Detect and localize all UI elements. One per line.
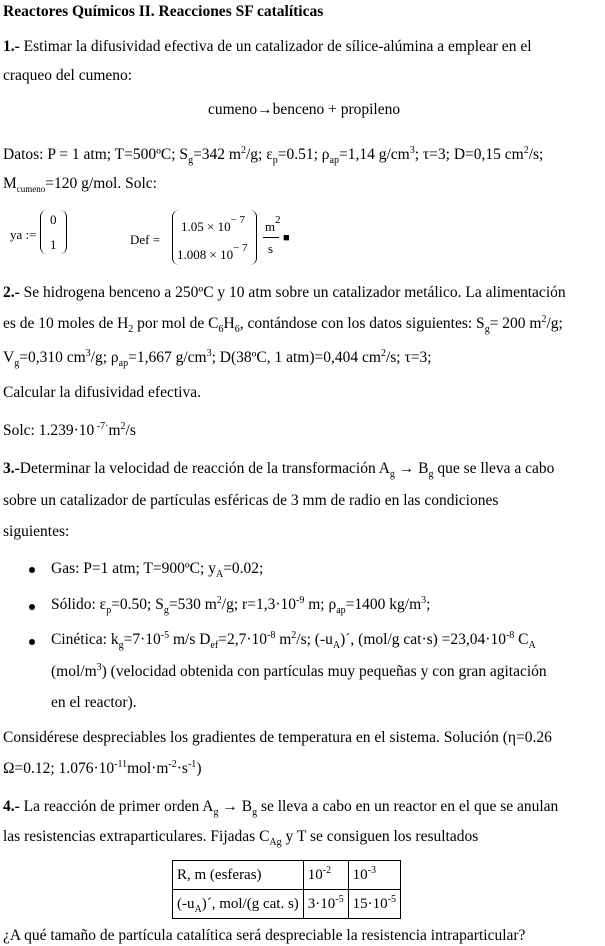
problem-2-solution: Solc: 1.239·10 $^{-7\cdot}m^2/s$	[3, 420, 136, 439]
problem-1-data: Datos: P = 1 atm; T=500ºC; $S_g=342$ $m^2/g$; $\varepsilon_p=0.51$; $\rho_{ap}=1,14$ $g/cm^3$; τ=3; D=0,15 $cm^2/s$;	[3, 144, 544, 167]
reaction-equation	[208, 102, 400, 118]
problem-4-line-2: las resistencias extraparticulares. Fijadas $C_{Ag}$ y T se consiguen los resultados	[3, 828, 479, 849]
bullet-gas: Gas: P=1 atm; T=900ºC; $y_A=0.02$;	[51, 560, 264, 581]
table-header-rate: $(-u_A)´$, mol/(g cat. s)	[173, 890, 304, 919]
problem-3-line-1: 3.-Determinar la velocidad de reacción de la transformación $A_g \to B_g$ que se lleva a cabo	[3, 460, 555, 481]
problem-1-molar-mass: $M_{cumeno}=120$ g/mol. Solc:	[3, 175, 157, 195]
def-unit-fraction-bar	[263, 237, 279, 238]
problem-2-line-2: es de 10 moles de $H_2$ por mol de $C_6H_6$, contándose con los datos siguientes: $S_g= 200$ $m^2/g$;	[3, 313, 563, 336]
bullet-icon	[29, 639, 35, 645]
reaction-arrow-icon: →	[257, 101, 273, 118]
problem-4-line-1: 4.- La reacción de primer orden $A_g \to B_g$ se lleva a cabo en un reactor en el que se anulan	[3, 798, 559, 819]
problem-2-number: 2.-	[3, 284, 20, 301]
bullet-icon	[29, 567, 35, 573]
table-cell: $10^{-2}$	[303, 861, 348, 890]
table-cell: $10^{-3}$	[348, 861, 400, 890]
table-cell: $3\cdot 10^{-5}$	[303, 890, 348, 919]
bullet-kinetics-line-1: Cinética: $k_g=7\cdot 10^{-5}$ m/s $D_{ef}=2,7\cdot 10^{-8}$ $m^2/s$; $(-u_A)´$, (mol/g $cat\cdot s) =23,04\cdot 10^{-8}$ $C_A$	[51, 629, 536, 652]
ya-top-value: 0	[50, 212, 57, 227]
def-label: Def =	[130, 232, 161, 247]
reaction-reactant: cumeno	[208, 101, 258, 118]
end-marker-icon: ■	[283, 232, 290, 244]
ya-left-paren	[40, 210, 47, 254]
def-right-paren	[250, 210, 257, 265]
def-unit-denominator: s	[268, 241, 274, 256]
bullet-kinetics-line-3: en el reactor).	[51, 694, 137, 711]
problem-1-line-1	[3, 39, 532, 55]
problem-2-line-1: 2.- Se hidrogena benceno a 250ºC y 10 atm sobre un catalizador metálico. La alimentación	[3, 284, 566, 301]
ya-bottom-value: 1	[50, 237, 57, 252]
results-table	[172, 860, 401, 919]
table-row	[173, 861, 401, 890]
problem-2-line-4: Calcular la difusividad efectiva.	[3, 384, 201, 401]
def-bottom-value: $1.008 \times 10^{- 7}$	[177, 241, 248, 262]
problem-3-conclusion-line-2: Ω=0.12; $1.076\cdot 10^{-11}mol\cdot m^{-2}\cdot s^{-1}$)	[3, 758, 202, 777]
page-title: Reactores Químicos II. Reacciones SF catalíticas	[3, 3, 324, 20]
ya-right-paren	[60, 210, 67, 254]
problem-3-line-2: sobre un catalizador de partículas esféricas de 3 mm de radio en las condiciones	[3, 492, 499, 509]
table-row	[173, 890, 401, 919]
problem-4-question: ¿A qué tamaño de partícula catalítica será despreciable la resistencia intraparticular?	[3, 927, 526, 944]
bullet-icon	[29, 604, 35, 610]
problem-2-line-3: $V_g=0,310$ $cm^3/g$; $\rho_{ap}=1,667$ $g/cm^3$; D(38ºC, 1 atm)=0,404 $cm^2/s$; τ=3;	[3, 347, 432, 370]
problem-3-conclusion-line-1: Considérese despreciables los gradientes de temperatura en el sistema. Solución (η=0.26	[3, 729, 552, 746]
ya-label: ya :=	[10, 227, 37, 242]
table-cell: $15\cdot 10^{-5}$	[348, 890, 400, 919]
problem-1-text-a: Estimar la difusividad efectiva de un catalizador de sílice-alúmina a emplear en el	[19, 38, 532, 55]
bullet-solid: Sólido: $\varepsilon_p=0.50$; $S_g=530$ $m^2/g$; $r=1,3\cdot 10^{-9}$ m; $\rho_{ap}=1400$ $kg/m^3$;	[51, 594, 431, 617]
problem-1-line-2: craqueo del cumeno:	[3, 67, 133, 84]
problem-1-number: 1.-	[3, 38, 20, 55]
bullet-kinetics-line-2: $(mol/m^3)$ (velocidad obtenida con partículas muy pequeñas y con gran agitación	[51, 661, 547, 680]
problem-3-number: 3.-	[3, 460, 20, 477]
reaction-products: benceno + propileno	[272, 101, 401, 118]
def-top-value: $1.05 \times 10^{- 7}$	[181, 213, 246, 234]
problem-4-number: 4.-	[3, 798, 20, 815]
problem-3-line-3: siguientes:	[3, 523, 70, 540]
def-unit-numerator: $m^2$	[265, 213, 281, 234]
table-header-radius: R, m (esferas)	[173, 861, 304, 890]
